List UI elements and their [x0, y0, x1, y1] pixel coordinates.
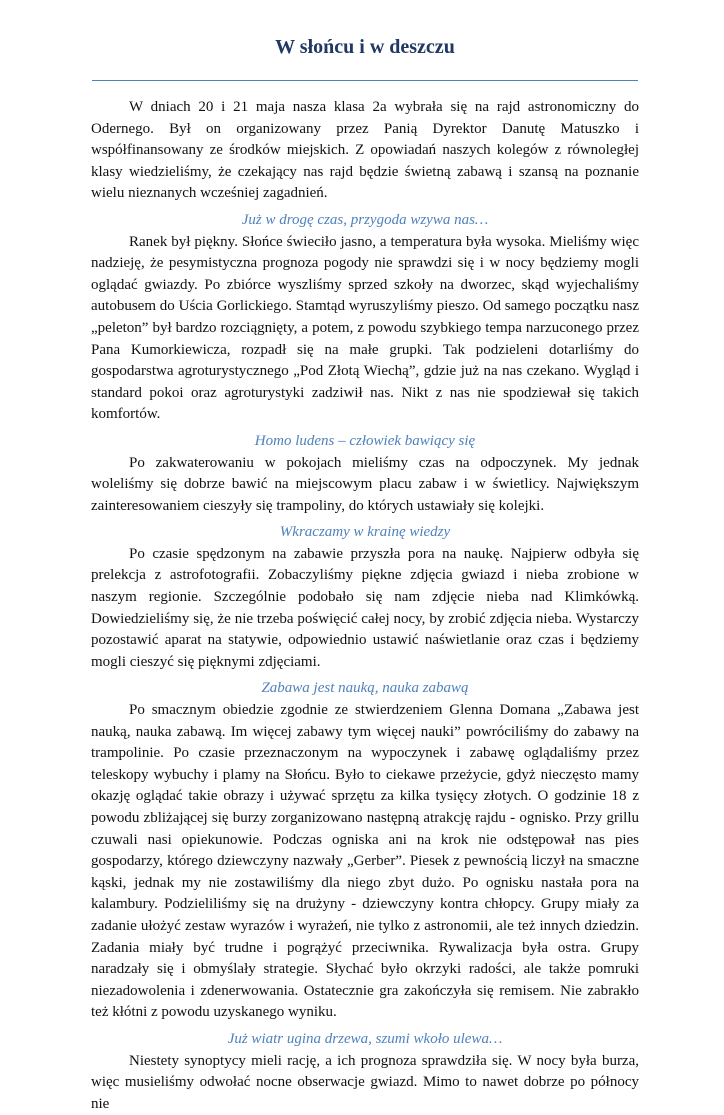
section-heading-journey: Już w drogę czas, przygoda wzywa nas… — [241, 211, 489, 228]
section-heading-knowledge: Wkraczamy w krainę wiedzy — [279, 524, 451, 541]
paragraph-homo-ludens: Po zakwaterowaniu w pokojach mieliśmy czas na odpoczynek. My jednak woleliśmy się dobrze bawić na miejscowym placu zabaw i w świetlicy. Największym zainteresowaniem cieszyły się trampoliny, do których ustawiały się kolejki. — [91, 454, 639, 514]
article-body — [91, 97, 639, 1112]
paragraph-storm: Niestety synoptycy mieli rację, a ich prognoza sprawdziła się. W nocy była burza, więc musieliśmy odwołać nocne obserwacje gwiazd. Mimo to nawet dobrze po północy nie — [91, 1052, 639, 1112]
page-title: W słońcu i w deszczu — [275, 36, 455, 58]
title-divider — [92, 80, 638, 81]
paragraph-play-learning: Po smacznym obiedzie zgodnie ze stwierdzeniem Glenna Domana „Zabawa jest nauką, nauka zabawą. Im więcej zabawy tym więcej nauki” powróciliśmy do zabawy na trampolinie. Po czasie przeznaczonym na wypoczynek i zabawę oglądaliśmy przez teleskopy wybuchy i plamy na Słońcu. Było to ciekawe przeżycie, gdyż nieczęsto mamy okazję oglądać takie obrazy i używać sprzętu za kilka tysięcy złotych. O godzinie 18 z powodu zbliżającej się burzy zorganizowano następną atrakcję rajdu - ognisko. Przy grillu czuwali nasi opiekunowie. Podczas ogniska ani na krok nie odstępował nas pies gospodarzy, którego dziewczyny nazwały „Gerber”. Piesek z pewnością liczył na smaczne kąski, jednak my nie zostawiliśmy dla niego zbyt dużo. Po ognisku nastała pora na kalambury. Podzieliliśmy się na drużyny - dziewczyny kontra chłopcy. Grupy miały za zadanie ułożyć zestaw wyrazów i wyrażeń, nie tylko z astronomii, ale też innych dziedzin. Zadania miały być trudne i pogrążyć przeciwnika. Rywalizacja była ostra. Grupy naradzały się i obmyślały strategie. Słychać było okrzyki radości, ale także pomruki niezadowolenia i zdenerwowania. Ostatecznie gra zakończyła się remisem. Nie zabrakło też kłótni z powodu uzyskanego wyniku. — [91, 702, 639, 1021]
section-heading-storm: Już wiatr ugina drzewa, szumi wkoło ulewa… — [227, 1030, 503, 1047]
paragraph-intro: W dniach 20 i 21 maja nasza klasa 2a wybrała się na rajd astronomiczny do Odernego. Był on organizowany przez Panią Dyrektor Danutę Matuszko i współfinansowany ze środków miejskich. Z opowiadań naszych kolegów z równoległej klasy wiedzieliśmy, że czekający nas rajd będzie świetną zabawą i szansą na poznanie wielu nieznanych wcześniej zagadnień. — [91, 99, 639, 202]
paragraph-journey: Ranek był piękny. Słońce świeciło jasno, a temperatura była wysoka. Mieliśmy więc nadzieję, że pesymistyczna prognoza pogody nie sprawdzi się i w nocy będziemy mogli oglądać gwiazdy. Po zbiórce wyszliśmy sprzed szkoły na dworzec, skąd wyjechaliśmy autobusem do Uścia Gorlickiego. Stamtąd wyruszyliśmy pieszo. Od samego początku nasz „peleton” był bardzo rozciągnięty, a potem, z powodu szybkiego tempa narzuconego przez Pana Kumorkiewicza, rozpadł się na małe grupki. Tak podzieleni dotarliśmy do gospodarstwa agroturystycznego „Pod Złotą Wiechą”, gdzie już na nas czekano. Wygląd i standard pokoi oraz agroturystyki zadziwił nas. Nikt z nas nie spodziewał się takich komfortów. — [91, 233, 639, 423]
section-heading-homo-ludens: Homo ludens – człowiek bawiący się — [254, 432, 476, 449]
paragraph-knowledge: Po czasie spędzonym na zabawie przyszła pora na naukę. Najpierw odbyła się prelekcja z astrofotografii. Zobaczyliśmy piękne zdjęcia gwiazd i nieba zrobione w naszym regionie. Szczególnie podobało się nam zdjęcie nieba nad Klimkówką. Dowiedzieliśmy się, że nie trzeba poświęcić całej nocy, by zrobić zdjęcia nieba. Wystarczy pozostawić aparat na statywie, odpowiednio ustawić naświetlanie oraz czas i będziemy mogli cieszyć się pięknymi zdjęciami. — [91, 545, 639, 670]
section-heading-play-learning: Zabawa jest nauką, nauka zabawą — [261, 680, 469, 697]
